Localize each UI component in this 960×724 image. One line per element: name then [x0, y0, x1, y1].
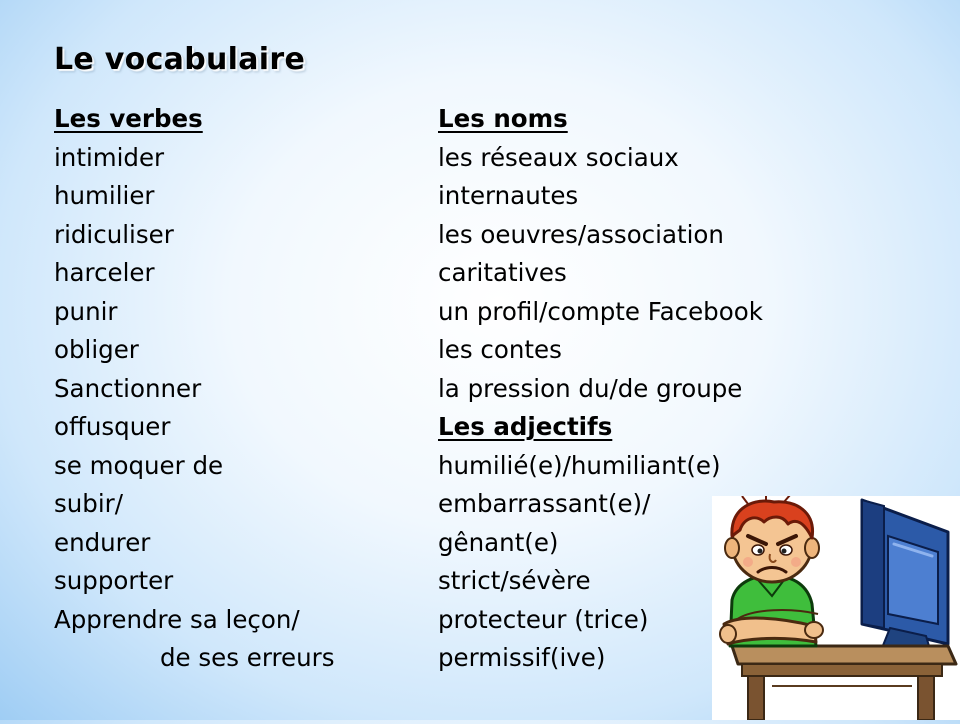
verb-item: ridiculiser: [54, 219, 174, 249]
adjectives-heading: Les adjectifs: [438, 412, 613, 441]
verb-item: punir: [54, 296, 118, 326]
verb-item: obliger: [54, 335, 139, 364]
adjective-item: embarrassant(e)/: [438, 489, 651, 518]
adjective-item: humilié(e)/humiliant(e): [438, 450, 721, 480]
verbs-heading: Les verbes: [54, 104, 203, 133]
verb-item: humilier: [54, 181, 155, 210]
nouns-heading: Les noms: [438, 104, 568, 133]
verb-item: intimider: [54, 142, 165, 172]
noun-item: les réseaux sociaux: [438, 142, 679, 172]
angry-boy-at-computer-icon: [712, 496, 960, 720]
adjective-item: gênant(e): [438, 527, 559, 557]
noun-item: les oeuvres/association: [438, 219, 724, 249]
adjective-item: permissif(ive): [438, 643, 606, 672]
noun-item: internautes: [438, 181, 579, 210]
verb-item: supporter: [54, 566, 174, 595]
verb-item: endurer: [54, 527, 151, 557]
verb-item-continuation: de ses erreurs: [160, 643, 335, 672]
verb-item: offusquer: [54, 412, 171, 441]
angry-boy-at-computer-illustration: [712, 496, 960, 720]
verb-item: harceler: [54, 258, 155, 287]
slide-title: Le vocabulaire: [54, 42, 306, 77]
noun-item: un profil/compte Facebook: [438, 296, 763, 326]
adjective-item: protecteur (trice): [438, 604, 649, 634]
verb-item: Apprendre sa leçon/: [54, 604, 300, 634]
verbs-list: [54, 100, 335, 678]
verb-item: Sanctionner: [54, 373, 202, 403]
adjective-item: strict/sévère: [438, 566, 591, 595]
noun-item: la pression du/de groupe: [438, 373, 743, 403]
verb-item: subir/: [54, 489, 123, 518]
noun-item: caritatives: [438, 258, 567, 287]
noun-item: les contes: [438, 335, 562, 364]
verb-item: se moquer de: [54, 450, 224, 480]
